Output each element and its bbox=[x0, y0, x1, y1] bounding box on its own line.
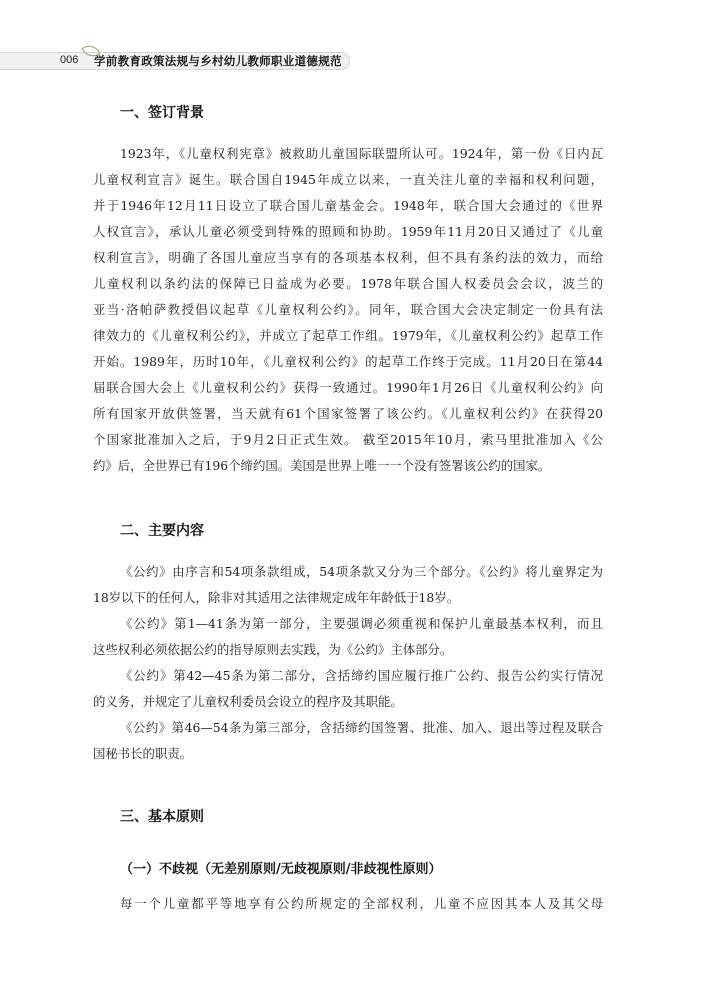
paragraph-line: 权利宣言》，明确了各国儿童应当享有的各项基本权利，但不具有条约法的效力，而给 bbox=[93, 250, 603, 265]
paragraph-line: 儿童权利宣言》诞生。联合国自1945年成立以来，一直关注儿童的幸福和权利问题， bbox=[93, 172, 603, 187]
subsection-heading-non-discrimination: （一）不歧视（无差别原则/无歧视原则/非歧视性原则） bbox=[120, 862, 442, 877]
paragraph-line: 亚当·洛帕萨教授倡议起草《儿童权利公约》。同年，联合国大会决定制定一份具有法 bbox=[93, 302, 603, 317]
section-heading-principles: 三、基本原则 bbox=[120, 809, 204, 825]
book-title: 学前教育政策法规与乡村幼儿教师职业道德规范 bbox=[94, 54, 342, 68]
paragraph-line: 这些权利必须依据公约的指导原则去实践，为《公约》主体部分。 bbox=[93, 642, 453, 657]
running-header bbox=[0, 0, 718, 80]
paragraph-line: 届联合国大会上《儿童权利公约》获得一致通过。1990年1月26日《儿童权利公约》向 bbox=[93, 380, 603, 395]
paragraph-line: 并于1946年12月11日设立了联合国儿童基金会。1948年，联合国大会通过的《世界 bbox=[93, 198, 603, 213]
paragraph-line: 《公约》第1—41条为第一部分，主要强调必须重视和保护儿童最基本权利，而且 bbox=[120, 616, 603, 631]
paragraph-line: 开始。1989年，历时10年，《儿童权利公约》的起草工作终于完成。11月20日在第44 bbox=[93, 354, 603, 369]
page-number: 006 bbox=[60, 54, 79, 66]
paragraph-line: 国秘书长的职责。 bbox=[93, 746, 193, 761]
paragraph-line: 《公约》第42—45条为第二部分，含括缔约国应履行推广公约、报告公约实行情况 bbox=[120, 668, 603, 683]
paragraph-line: 《公约》由序言和54项条款组成，54项条款又分为三个部分。《公约》将儿童界定为 bbox=[120, 564, 603, 579]
paragraph-line: 每一个儿童都平等地享有公约所规定的全部权利，儿童不应因其本人及其父母 bbox=[120, 896, 603, 911]
section-heading-main-content: 二、主要内容 bbox=[120, 523, 204, 539]
paragraph-line: 约》后，全世界已有196个缔约国。美国是世界上唯一一个没有签署该公约的国家。 bbox=[93, 458, 551, 473]
paragraph-line: 个国家批准加入之后，于9月2日正式生效。 截至2015年10月，索马里批准加入《公 bbox=[93, 432, 603, 447]
paragraph-line: 的义务，并规定了儿童权利委员会设立的程序及其职能。 bbox=[93, 694, 403, 709]
paragraph-line: 所有国家开放供签署，当天就有61个国家签署了该公约。《儿童权利公约》在获得20 bbox=[93, 406, 603, 421]
paragraph-line: 《公约》第46—54条为第三部分，含括缔约国签署、批准、加入、退出等过程及联合 bbox=[120, 720, 603, 735]
paragraph-line: 儿童权利以条约法的保障已日益成为必要。1978年联合国人权委员会会议，波兰的 bbox=[93, 276, 603, 291]
paragraph-line: 律效力的《儿童权利公约》，并成立了起草工作组。1979年，《儿童权利公约》起草工作 bbox=[93, 328, 603, 343]
paragraph-line: 1923年，《儿童权利宪章》被救助儿童国际联盟所认可。1924年，第一份《日内瓦 bbox=[120, 146, 603, 161]
paragraph-line: 18岁以下的任何人，除非对其适用之法律规定成年年龄低于18岁。 bbox=[93, 590, 460, 605]
paragraph-line: 人权宣言》，承认儿童必须受到特殊的照顾和协助。1959年11月20日又通过了《儿童 bbox=[93, 224, 603, 239]
section-heading-background: 一、签订背景 bbox=[120, 105, 204, 121]
